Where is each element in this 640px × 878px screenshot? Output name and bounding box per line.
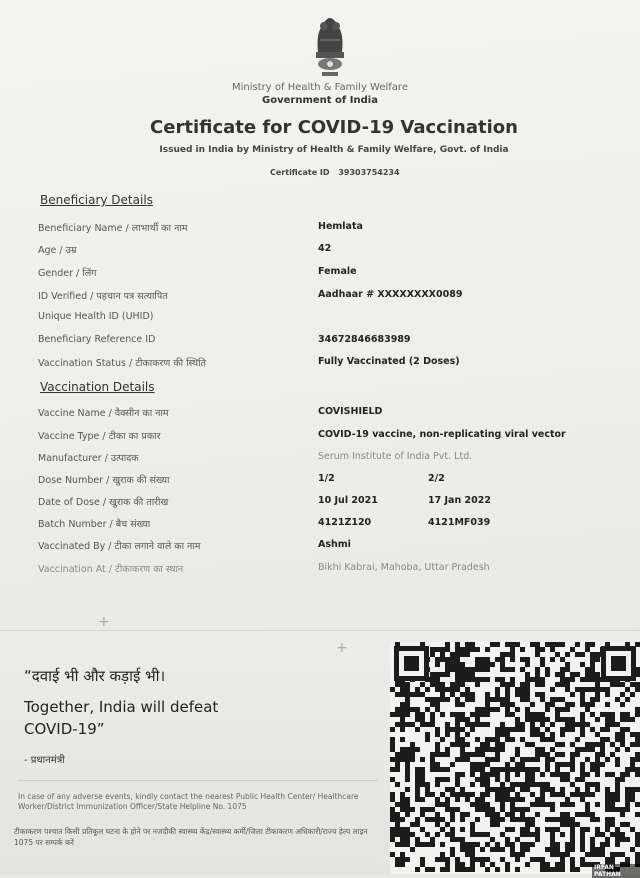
vaccinated-by-value: Ashmi xyxy=(318,539,351,550)
vaccinated-by-row xyxy=(0,539,640,557)
helpline-hindi: टीकाकरण पश्चात किसी प्रतिकूल घटना के होने पर नजदीकी स्वास्थ्य केंद्र/स्वास्थ्य कर्मी/जिला टीकाकरण अधिकारी/राज्य हेल्प लाइन 1075 पर सम्पर्क करें xyxy=(14,827,368,847)
vaccination-heading: Vaccination Details xyxy=(40,380,155,394)
dose-number-row xyxy=(0,473,640,491)
gender-value: Female xyxy=(318,266,357,277)
manufacturer-value: Serum Institute of India Pvt. Ltd. xyxy=(318,451,473,462)
row-label: ID Verified / पहचान पत्र सत्यापित xyxy=(38,291,168,302)
row-label: Beneficiary Name / लाभार्थी का नाम xyxy=(38,223,188,234)
vaccine-name-row xyxy=(0,406,640,424)
vaccine-name: COVISHIELD xyxy=(318,406,383,417)
age-value: 42 xyxy=(318,243,332,254)
dose-2: 2/2 xyxy=(428,473,445,484)
row-label: Age / उम्र xyxy=(38,245,77,256)
quote-english: Together, India will defeat COVID-19” xyxy=(24,698,219,738)
certificate-id-label: Certificate ID xyxy=(270,168,330,177)
vaccine-type: COVID-19 vaccine, non-replicating viral vector xyxy=(318,429,566,440)
row-label: Date of Dose / खुराक की तारीख xyxy=(38,497,169,508)
certificate-id-value: 39303754234 xyxy=(338,168,400,177)
manufacturer-row xyxy=(0,451,640,469)
certificate-id xyxy=(270,168,400,177)
qr-code-icon xyxy=(390,642,640,874)
dose-1: 1/2 xyxy=(318,473,335,484)
vaccinated-at-value: Bikhi Kabrai, Mahoba, Uttar Pradesh xyxy=(318,562,490,573)
government-name: Government of India xyxy=(262,95,378,106)
quote-attribution: - प्रधानमंत्री xyxy=(24,755,65,766)
helpline-english: In case of any adverse events, kindly contact the nearest Public Health Center/ Healthcare Worker/District Immunization Officer/State Helpline No. 1075 xyxy=(18,792,359,811)
state-emblem-icon xyxy=(306,12,354,82)
dose-1-date: 10 Jul 2021 xyxy=(318,495,378,506)
id-verified-value: Aadhaar # XXXXXXXX0089 xyxy=(318,289,463,300)
plus-mark-icon: + xyxy=(98,614,110,630)
page-subtitle: Issued in India by Ministry of Health & Family Welfare, Govt. of India xyxy=(159,145,509,155)
row-label: Beneficiary Reference ID xyxy=(38,334,156,345)
row-label: Manufacturer / उत्पादक xyxy=(38,453,139,464)
uhid-row xyxy=(0,311,640,329)
quote-hindi: “दवाई भी और कड़ाई भी। xyxy=(24,667,166,685)
row-label: Gender / लिंग xyxy=(38,268,97,279)
vaccinated-at-row xyxy=(0,562,640,580)
batch-number-row xyxy=(0,517,640,535)
age-row xyxy=(0,243,640,261)
vaccination-status-value: Fully Vaccinated (2 Doses) xyxy=(318,356,460,367)
batch-1: 4121Z120 xyxy=(318,517,372,528)
vaccine-type-row xyxy=(0,429,640,447)
row-label: Batch Number / बैच संख्या xyxy=(38,519,151,530)
beneficiary-name: Hemlata xyxy=(318,221,363,232)
divider xyxy=(18,780,378,781)
dose-date-row xyxy=(0,495,640,513)
row-label: Vaccination At / टीकाकरण का स्थान xyxy=(38,564,184,575)
gender-row xyxy=(0,266,640,284)
row-label: Unique Health ID (UHID) xyxy=(38,311,154,322)
batch-2: 4121MF039 xyxy=(428,517,491,528)
row-label: Vaccinated By / टीका लगाने वाले का नाम xyxy=(38,541,201,552)
reference-id-row xyxy=(0,334,640,352)
row-label: Vaccination Status / टीकाकरण की स्थिति xyxy=(38,358,207,369)
page-title: Certificate for COVID-19 Vaccination xyxy=(150,117,518,138)
reference-id-value: 34672846683989 xyxy=(318,334,411,345)
id-verified-row xyxy=(0,289,640,307)
row-label: Dose Number / खुराक की संख्या xyxy=(38,475,170,486)
photo-credit: IRFAN PATHAN xyxy=(592,864,640,878)
row-label: Vaccine Name / वैक्सीन का नाम xyxy=(38,408,169,419)
beneficiary-name-row xyxy=(0,221,640,239)
dose-2-date: 17 Jan 2022 xyxy=(428,495,491,506)
row-label: Vaccine Type / टीका का प्रकार xyxy=(38,431,161,442)
plus-mark-icon: + xyxy=(336,640,348,656)
vaccination-status-row xyxy=(0,356,640,374)
beneficiary-heading: Beneficiary Details xyxy=(40,193,153,207)
ministry-name: Ministry of Health & Family Welfare xyxy=(232,82,408,93)
